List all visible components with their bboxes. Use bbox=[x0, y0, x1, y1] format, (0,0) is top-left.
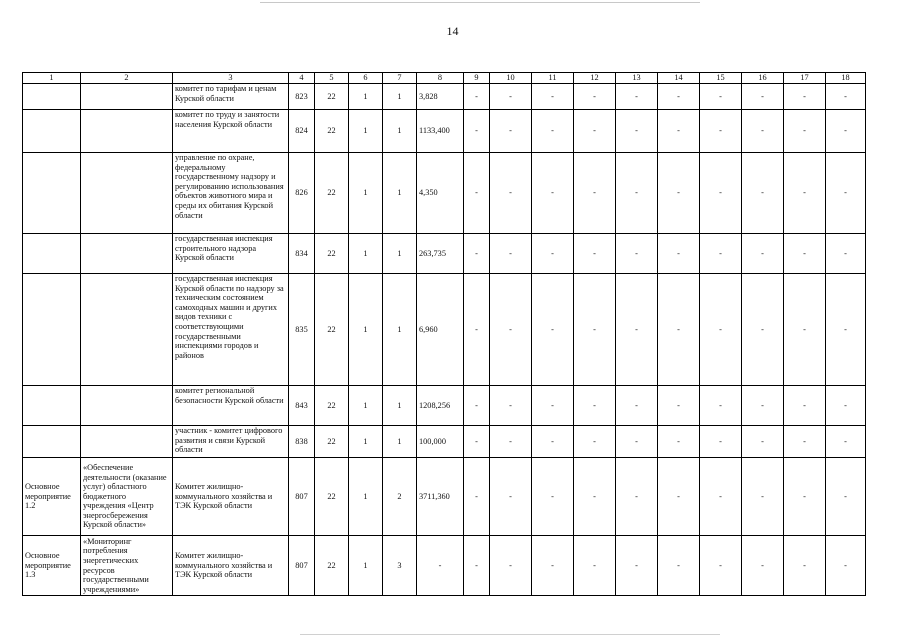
executor-cell: Комитет жилищно-коммунального хозяйства и ТЭК Курской области bbox=[173, 458, 289, 536]
column-number: 18 bbox=[826, 73, 866, 84]
value-cell: - bbox=[532, 536, 574, 596]
event-cell bbox=[81, 153, 173, 234]
value-cell: - bbox=[490, 153, 532, 234]
column-number: 1 bbox=[23, 73, 81, 84]
section-cell: 22 bbox=[315, 458, 349, 536]
table-row bbox=[23, 274, 866, 386]
bottom-scan-rule bbox=[300, 634, 720, 635]
grbs-code-cell: 843 bbox=[289, 386, 315, 426]
grbs-code-cell: 807 bbox=[289, 458, 315, 536]
amount-cell: 3,828 bbox=[417, 84, 464, 110]
grbs-code-cell: 823 bbox=[289, 84, 315, 110]
executor-cell: управление по охране, федеральному государственному надзору и регулированию использования объектов животного мира и среды их обитания Курской области bbox=[173, 153, 289, 234]
value-cell: - bbox=[826, 458, 866, 536]
value-cell: - bbox=[742, 536, 784, 596]
value-cell: - bbox=[574, 458, 616, 536]
value-cell: - bbox=[742, 234, 784, 274]
column-number: 8 bbox=[417, 73, 464, 84]
status-cell: Основное мероприятие 1.2 bbox=[23, 458, 81, 536]
value-cell: - bbox=[742, 110, 784, 153]
grbs-code-cell: 826 bbox=[289, 153, 315, 234]
value-cell: - bbox=[490, 458, 532, 536]
budget-table bbox=[22, 72, 866, 596]
executor-cell: участник - комитет цифрового развития и связи Курской области bbox=[173, 426, 289, 458]
column-number: 6 bbox=[349, 73, 383, 84]
column-number: 17 bbox=[784, 73, 826, 84]
item-cell: 1 bbox=[383, 110, 417, 153]
table-row bbox=[23, 153, 866, 234]
value-cell: - bbox=[574, 536, 616, 596]
event-cell: «Обеспечение деятельности (оказание услуг) областного бюджетного учреждения «Центр энергосбережения Курской области» bbox=[81, 458, 173, 536]
item-cell: 1 bbox=[383, 153, 417, 234]
value-cell: - bbox=[658, 153, 700, 234]
amount-cell: 1208,256 bbox=[417, 386, 464, 426]
section-cell: 22 bbox=[315, 536, 349, 596]
value-cell: - bbox=[464, 536, 490, 596]
value-cell: - bbox=[616, 536, 658, 596]
column-number-row bbox=[23, 73, 866, 84]
subsection-cell: 1 bbox=[349, 84, 383, 110]
value-cell: - bbox=[490, 536, 532, 596]
value-cell: - bbox=[784, 426, 826, 458]
amount-cell: - bbox=[417, 536, 464, 596]
value-cell: - bbox=[742, 84, 784, 110]
amount-cell: 4,350 bbox=[417, 153, 464, 234]
value-cell: - bbox=[826, 153, 866, 234]
value-cell: - bbox=[826, 386, 866, 426]
subsection-cell: 1 bbox=[349, 234, 383, 274]
value-cell: - bbox=[700, 153, 742, 234]
section-cell: 22 bbox=[315, 386, 349, 426]
column-number: 5 bbox=[315, 73, 349, 84]
value-cell: - bbox=[532, 386, 574, 426]
value-cell: - bbox=[574, 386, 616, 426]
grbs-code-cell: 838 bbox=[289, 426, 315, 458]
value-cell: - bbox=[532, 234, 574, 274]
subsection-cell: 1 bbox=[349, 110, 383, 153]
value-cell: - bbox=[490, 110, 532, 153]
item-cell: 1 bbox=[383, 234, 417, 274]
value-cell: - bbox=[658, 274, 700, 386]
event-cell bbox=[81, 234, 173, 274]
column-number: 4 bbox=[289, 73, 315, 84]
value-cell: - bbox=[826, 84, 866, 110]
subsection-cell: 1 bbox=[349, 386, 383, 426]
section-cell: 22 bbox=[315, 426, 349, 458]
value-cell: - bbox=[532, 426, 574, 458]
value-cell: - bbox=[464, 153, 490, 234]
status-cell bbox=[23, 153, 81, 234]
executor-cell: комитет по труду и занятости населения Курской области bbox=[173, 110, 289, 153]
value-cell: - bbox=[742, 386, 784, 426]
executor-cell: комитет по тарифам и ценам Курской области bbox=[173, 84, 289, 110]
section-cell: 22 bbox=[315, 84, 349, 110]
status-cell bbox=[23, 234, 81, 274]
value-cell: - bbox=[616, 426, 658, 458]
column-number: 16 bbox=[742, 73, 784, 84]
value-cell: - bbox=[700, 274, 742, 386]
status-cell: Основное мероприятие 1.3 bbox=[23, 536, 81, 596]
value-cell: - bbox=[658, 426, 700, 458]
value-cell: - bbox=[532, 274, 574, 386]
value-cell: - bbox=[784, 536, 826, 596]
value-cell: - bbox=[616, 458, 658, 536]
amount-cell: 100,000 bbox=[417, 426, 464, 458]
item-cell: 1 bbox=[383, 386, 417, 426]
value-cell: - bbox=[700, 234, 742, 274]
value-cell: - bbox=[700, 110, 742, 153]
value-cell: - bbox=[658, 110, 700, 153]
value-cell: - bbox=[616, 274, 658, 386]
status-cell bbox=[23, 386, 81, 426]
section-cell: 22 bbox=[315, 153, 349, 234]
status-cell bbox=[23, 274, 81, 386]
executor-cell: комитет региональной безопасности Курской области bbox=[173, 386, 289, 426]
value-cell: - bbox=[784, 153, 826, 234]
subsection-cell: 1 bbox=[349, 274, 383, 386]
status-cell bbox=[23, 110, 81, 153]
column-number: 11 bbox=[532, 73, 574, 84]
value-cell: - bbox=[784, 274, 826, 386]
value-cell: - bbox=[658, 536, 700, 596]
column-number: 9 bbox=[464, 73, 490, 84]
column-number: 15 bbox=[700, 73, 742, 84]
column-number: 12 bbox=[574, 73, 616, 84]
value-cell: - bbox=[616, 110, 658, 153]
value-cell: - bbox=[616, 386, 658, 426]
table-row bbox=[23, 536, 866, 596]
column-number: 14 bbox=[658, 73, 700, 84]
event-cell bbox=[81, 84, 173, 110]
subsection-cell: 1 bbox=[349, 153, 383, 234]
value-cell: - bbox=[826, 274, 866, 386]
value-cell: - bbox=[574, 84, 616, 110]
value-cell: - bbox=[742, 458, 784, 536]
value-cell: - bbox=[464, 386, 490, 426]
table-row bbox=[23, 84, 866, 110]
value-cell: - bbox=[826, 536, 866, 596]
item-cell: 3 bbox=[383, 536, 417, 596]
value-cell: - bbox=[658, 234, 700, 274]
value-cell: - bbox=[490, 426, 532, 458]
value-cell: - bbox=[700, 84, 742, 110]
value-cell: - bbox=[464, 84, 490, 110]
value-cell: - bbox=[574, 110, 616, 153]
column-number: 2 bbox=[81, 73, 173, 84]
value-cell: - bbox=[574, 234, 616, 274]
executor-cell: государственная инспекция Курской области по надзору за техническим состоянием самоходных машин и других видов техники с соответствующими государственными инспекциями городов и районов bbox=[173, 274, 289, 386]
subsection-cell: 1 bbox=[349, 536, 383, 596]
grbs-code-cell: 824 bbox=[289, 110, 315, 153]
value-cell: - bbox=[490, 386, 532, 426]
amount-cell: 6,960 bbox=[417, 274, 464, 386]
event-cell bbox=[81, 274, 173, 386]
item-cell: 1 bbox=[383, 84, 417, 110]
grbs-code-cell: 835 bbox=[289, 274, 315, 386]
value-cell: - bbox=[532, 458, 574, 536]
value-cell: - bbox=[532, 153, 574, 234]
value-cell: - bbox=[742, 153, 784, 234]
executor-cell: государственная инспекция строительного надзора Курской области bbox=[173, 234, 289, 274]
value-cell: - bbox=[532, 84, 574, 110]
event-cell bbox=[81, 386, 173, 426]
column-number: 3 bbox=[173, 73, 289, 84]
value-cell: - bbox=[784, 386, 826, 426]
value-cell: - bbox=[616, 153, 658, 234]
table-row bbox=[23, 234, 866, 274]
column-number: 13 bbox=[616, 73, 658, 84]
value-cell: - bbox=[464, 110, 490, 153]
event-cell bbox=[81, 110, 173, 153]
value-cell: - bbox=[574, 153, 616, 234]
section-cell: 22 bbox=[315, 110, 349, 153]
item-cell: 1 bbox=[383, 274, 417, 386]
value-cell: - bbox=[700, 536, 742, 596]
value-cell: - bbox=[784, 234, 826, 274]
value-cell: - bbox=[464, 274, 490, 386]
value-cell: - bbox=[532, 110, 574, 153]
section-cell: 22 bbox=[315, 274, 349, 386]
value-cell: - bbox=[616, 84, 658, 110]
value-cell: - bbox=[826, 234, 866, 274]
column-number: 7 bbox=[383, 73, 417, 84]
value-cell: - bbox=[700, 386, 742, 426]
value-cell: - bbox=[490, 84, 532, 110]
table-row bbox=[23, 426, 866, 458]
event-cell bbox=[81, 426, 173, 458]
page-number: 14 bbox=[446, 24, 459, 38]
value-cell: - bbox=[616, 234, 658, 274]
value-cell: - bbox=[700, 458, 742, 536]
section-cell: 22 bbox=[315, 234, 349, 274]
column-number: 10 bbox=[490, 73, 532, 84]
grbs-code-cell: 807 bbox=[289, 536, 315, 596]
value-cell: - bbox=[826, 426, 866, 458]
amount-cell: 263,735 bbox=[417, 234, 464, 274]
value-cell: - bbox=[658, 84, 700, 110]
value-cell: - bbox=[464, 458, 490, 536]
table-row bbox=[23, 110, 866, 153]
amount-cell: 1133,400 bbox=[417, 110, 464, 153]
value-cell: - bbox=[658, 458, 700, 536]
top-scan-rule bbox=[260, 2, 700, 3]
value-cell: - bbox=[784, 110, 826, 153]
value-cell: - bbox=[658, 386, 700, 426]
table-row bbox=[23, 458, 866, 536]
status-cell bbox=[23, 84, 81, 110]
subsection-cell: 1 bbox=[349, 426, 383, 458]
value-cell: - bbox=[490, 274, 532, 386]
subsection-cell: 1 bbox=[349, 458, 383, 536]
value-cell: - bbox=[784, 458, 826, 536]
status-cell bbox=[23, 426, 81, 458]
amount-cell: 3711,360 bbox=[417, 458, 464, 536]
value-cell: - bbox=[574, 426, 616, 458]
item-cell: 2 bbox=[383, 458, 417, 536]
value-cell: - bbox=[490, 234, 532, 274]
value-cell: - bbox=[464, 234, 490, 274]
item-cell: 1 bbox=[383, 426, 417, 458]
table-row bbox=[23, 386, 866, 426]
value-cell: - bbox=[742, 426, 784, 458]
executor-cell: Комитет жилищно-коммунального хозяйства и ТЭК Курской области bbox=[173, 536, 289, 596]
value-cell: - bbox=[574, 274, 616, 386]
value-cell: - bbox=[784, 84, 826, 110]
value-cell: - bbox=[826, 110, 866, 153]
grbs-code-cell: 834 bbox=[289, 234, 315, 274]
value-cell: - bbox=[700, 426, 742, 458]
event-cell: «Мониторинг потребления энергетических ресурсов государственными учреждениями» bbox=[81, 536, 173, 596]
value-cell: - bbox=[464, 426, 490, 458]
value-cell: - bbox=[742, 274, 784, 386]
